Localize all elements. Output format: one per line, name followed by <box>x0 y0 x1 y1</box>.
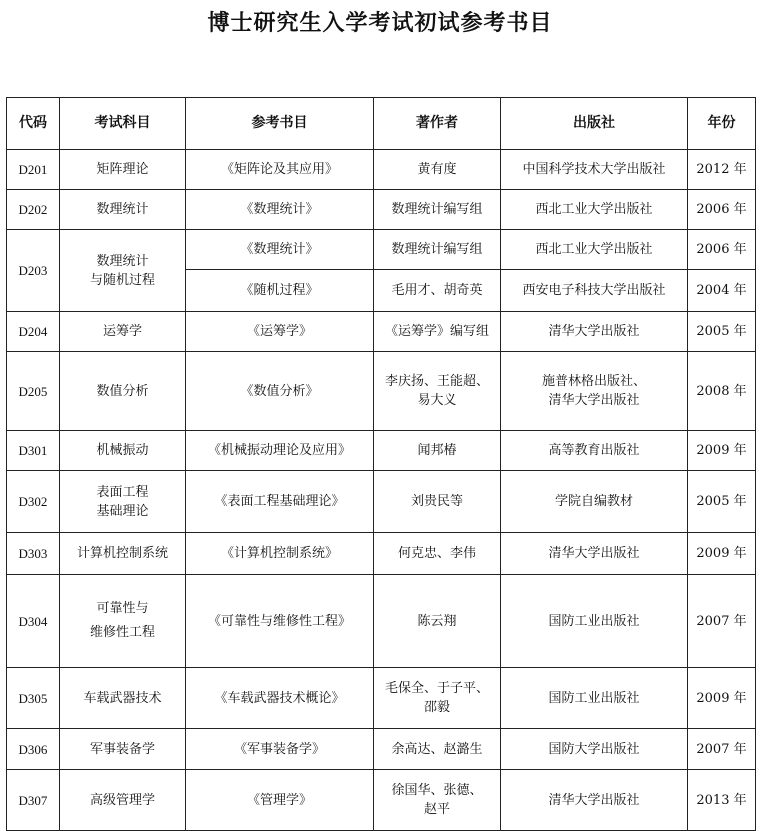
cell-code: D204 <box>7 312 60 352</box>
table-row <box>7 230 756 270</box>
cell-subject: 机械振动 <box>60 431 186 471</box>
cell-year: 2005 年 <box>688 312 756 352</box>
cell-author: 毛用才、胡奇英 <box>374 270 501 312</box>
cell-author: 黄有度 <box>374 150 501 190</box>
cell-year: 2006 年 <box>688 230 756 270</box>
cell-publisher: 中国科学技术大学出版社 <box>501 150 688 190</box>
cell-book: 《军事装备学》 <box>186 729 374 770</box>
cell-subject: 高级管理学 <box>60 770 186 831</box>
cell-code: D205 <box>7 352 60 431</box>
cell-year: 2007 年 <box>688 575 756 668</box>
table-row <box>7 150 756 190</box>
cell-subject: 车载武器技术 <box>60 668 186 729</box>
table-row <box>7 471 756 533</box>
cell-publisher: 施普林格出版社、 清华大学出版社 <box>501 352 688 431</box>
cell-code: D305 <box>7 668 60 729</box>
cell-code: D304 <box>7 575 60 668</box>
cell-code: D301 <box>7 431 60 471</box>
cell-publisher: 西北工业大学出版社 <box>501 190 688 230</box>
cell-author: 刘贵民等 <box>374 471 501 533</box>
cell-code: D306 <box>7 729 60 770</box>
header-year: 年份 <box>688 98 756 150</box>
table-row <box>7 575 756 668</box>
cell-author: 李庆扬、王能超、 易大义 <box>374 352 501 431</box>
header-subject: 考试科目 <box>60 98 186 150</box>
cell-subject: 数值分析 <box>60 352 186 431</box>
cell-year: 2009 年 <box>688 431 756 471</box>
cell-publisher: 西北工业大学出版社 <box>501 230 688 270</box>
table-row <box>7 352 756 431</box>
cell-publisher: 学院自编教材 <box>501 471 688 533</box>
cell-author: 陈云翔 <box>374 575 501 668</box>
table-row <box>7 431 756 471</box>
cell-subject: 数理统计 与随机过程 <box>60 230 186 312</box>
page-title: 博士研究生入学考试初试参考书目 <box>207 10 553 36</box>
cell-author: 数理统计编写组 <box>374 190 501 230</box>
cell-book: 《表面工程基础理论》 <box>186 471 374 533</box>
cell-book: 《机械振动理论及应用》 <box>186 431 374 471</box>
table-row <box>7 770 756 831</box>
cell-book: 《矩阵论及其应用》 <box>186 150 374 190</box>
cell-book: 《计算机控制系统》 <box>186 533 374 575</box>
cell-book: 《数理统计》 <box>186 230 374 270</box>
cell-book: 《管理学》 <box>186 770 374 831</box>
table-row <box>7 190 756 230</box>
cell-publisher: 国防工业出版社 <box>501 668 688 729</box>
cell-author: 余高达、赵潞生 <box>374 729 501 770</box>
cell-author: 何克忠、李伟 <box>374 533 501 575</box>
cell-subject: 表面工程 基础理论 <box>60 471 186 533</box>
cell-code: D203 <box>7 230 60 312</box>
cell-author: 《运筹学》编写组 <box>374 312 501 352</box>
cell-publisher: 清华大学出版社 <box>501 770 688 831</box>
cell-book: 《车载武器技术概论》 <box>186 668 374 729</box>
cell-code: D202 <box>7 190 60 230</box>
cell-year: 2009 年 <box>688 668 756 729</box>
cell-code: D303 <box>7 533 60 575</box>
cell-publisher: 高等教育出版社 <box>501 431 688 471</box>
cell-publisher: 西安电子科技大学出版社 <box>501 270 688 312</box>
cell-book: 《运筹学》 <box>186 312 374 352</box>
cell-publisher: 清华大学出版社 <box>501 312 688 352</box>
cell-code: D201 <box>7 150 60 190</box>
table-row <box>7 533 756 575</box>
cell-publisher: 国防工业出版社 <box>501 575 688 668</box>
cell-subject: 可靠性与 维修性工程 <box>60 575 186 668</box>
cell-publisher: 清华大学出版社 <box>501 533 688 575</box>
cell-code: D302 <box>7 471 60 533</box>
cell-subject: 计算机控制系统 <box>60 533 186 575</box>
table-header-row <box>7 98 756 150</box>
cell-year: 2007 年 <box>688 729 756 770</box>
cell-code: D307 <box>7 770 60 831</box>
cell-subject: 军事装备学 <box>60 729 186 770</box>
table-row <box>7 312 756 352</box>
header-publisher: 出版社 <box>501 98 688 150</box>
cell-book: 《数理统计》 <box>186 190 374 230</box>
reference-book-table <box>6 97 756 831</box>
cell-author: 数理统计编写组 <box>374 230 501 270</box>
cell-author: 毛保全、于子平、 邵毅 <box>374 668 501 729</box>
cell-subject: 运筹学 <box>60 312 186 352</box>
cell-subject: 矩阵理论 <box>60 150 186 190</box>
cell-author: 徐国华、张德、 赵平 <box>374 770 501 831</box>
cell-subject: 数理统计 <box>60 190 186 230</box>
header-author: 著作者 <box>374 98 501 150</box>
cell-publisher: 国防大学出版社 <box>501 729 688 770</box>
table-row <box>7 729 756 770</box>
table-row <box>7 668 756 729</box>
cell-book: 《可靠性与维修性工程》 <box>186 575 374 668</box>
cell-year: 2009 年 <box>688 533 756 575</box>
cell-year: 2006 年 <box>688 190 756 230</box>
cell-year: 2013 年 <box>688 770 756 831</box>
cell-year: 2004 年 <box>688 270 756 312</box>
cell-author: 闻邦椿 <box>374 431 501 471</box>
cell-year: 2008 年 <box>688 352 756 431</box>
cell-year: 2012 年 <box>688 150 756 190</box>
cell-book: 《数值分析》 <box>186 352 374 431</box>
header-code: 代码 <box>7 98 60 150</box>
header-book: 参考书目 <box>186 98 374 150</box>
cell-year: 2005 年 <box>688 471 756 533</box>
cell-book: 《随机过程》 <box>186 270 374 312</box>
